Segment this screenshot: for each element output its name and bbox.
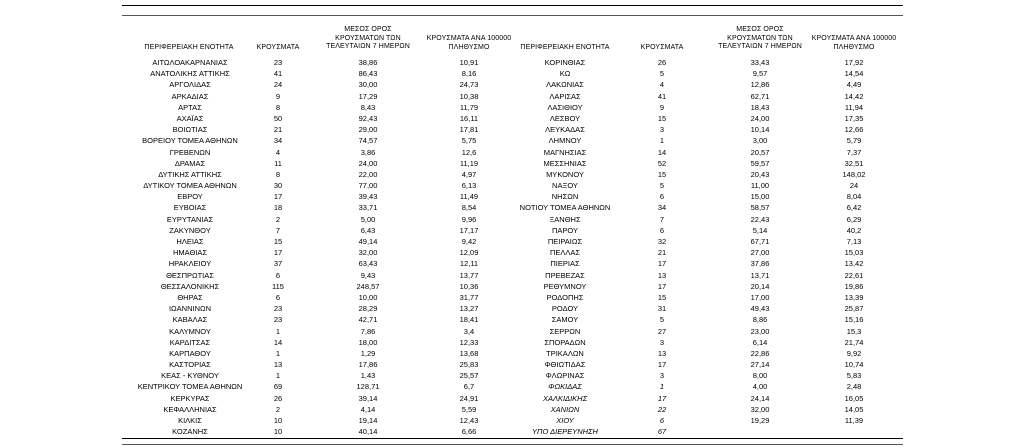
right-row-avg-cell: 37,86: [750, 259, 770, 269]
left-row-per100k-cell: 5,59: [461, 404, 477, 414]
right-row-per100k-cell: 14,54: [844, 69, 864, 79]
left-row-per100k-cell: 11,49: [459, 192, 479, 202]
right-row-per100k-cell: 19,86: [844, 281, 864, 291]
right-row-per100k-cell: 24: [849, 181, 859, 191]
right-row-cases-cell: 13: [657, 348, 667, 358]
right-row-per100k-cell: 9,92: [846, 348, 862, 358]
right-row-per100k-cell: 15,16: [844, 315, 864, 325]
right-row-cases-cell: 15: [657, 292, 667, 302]
left-row-region-cell: ΕΥΡΥΤΑΝΙΑΣ: [166, 214, 214, 224]
left-row-per100k-cell: 4,97: [461, 169, 477, 179]
left-row-per100k-cell: 12,43: [459, 416, 479, 425]
right-row-region-cell: ΠΕΙΡΑΙΩΣ: [547, 237, 583, 246]
left-row-per100k-cell: 24,91: [459, 393, 479, 403]
left-row-cases-cell: 13: [273, 360, 283, 370]
right-row-region-cell: ΦΩΚΙΔΑΣ: [548, 382, 582, 392]
right-row-avg-cell: 8,86: [752, 315, 768, 325]
right-row-avg-cell: 19,29: [750, 416, 770, 425]
left-row-per100k-cell: 10,38: [459, 91, 479, 101]
left-row-cases-cell: 17: [273, 192, 283, 202]
left-row-avg-cell: 24,00: [358, 158, 378, 168]
left-row-avg-cell: 248,57: [356, 281, 380, 291]
right-row-region-cell: ΚΟΡΙΝΘΙΑΣ: [544, 58, 586, 67]
left-row-cases-cell: 69: [273, 382, 283, 392]
left-row-per100k-cell: 31,77: [459, 292, 479, 302]
right-row-avg-cell: 67,71: [750, 237, 770, 246]
left-row-region-cell: ΚΕΝΤΡΙΚΟΥ ΤΟΜΕΑ ΑΘΗΝΩΝ: [137, 382, 243, 392]
left-row-cases-cell: 15: [273, 237, 283, 246]
right-row-per100k-cell: 7,37: [846, 147, 862, 157]
right-row-per100k-cell: 15,3: [846, 326, 862, 336]
right-row-per100k-cell: 8,04: [846, 192, 862, 202]
left-row-region-cell: ΚΑΡΠΑΘΟΥ: [169, 348, 211, 358]
left-row-cases-cell: 1: [275, 371, 281, 381]
left-row-region-cell: ΚΑΣΤΟΡΙΑΣ: [169, 360, 211, 370]
right-row-cases-cell: 4: [659, 80, 665, 90]
left-row-avg-cell: 28,29: [358, 304, 378, 314]
bottom-rule-secondary: [122, 444, 903, 445]
left-row-region-cell: ΔΥΤΙΚΟΥ ΤΟΜΕΑ ΑΘΗΝΩΝ: [143, 181, 237, 191]
right-row-region-cell: ΣΠΟΡΑΔΩΝ: [544, 337, 586, 347]
left-row-per100k-cell: 8,54: [461, 203, 477, 213]
right-row-per100k-cell: 4,49: [846, 80, 862, 90]
left-row-avg-cell: 38,86: [358, 58, 378, 67]
left-avg-column: [322, 57, 414, 437]
right-row-avg-cell: 24,14: [750, 393, 770, 403]
left-row-region-cell: ΗΜΑΘΙΑΣ: [172, 248, 208, 258]
left-row-region-cell: ΚΑΛΥΜΝΟΥ: [169, 326, 211, 336]
left-row-cases-cell: 115: [272, 281, 284, 291]
left-cases-column: [250, 57, 306, 437]
right-row-region-cell: ΠΙΕΡΙΑΣ: [550, 259, 580, 269]
right-row-avg-cell: 20,14: [750, 281, 770, 291]
left-row-per100k-cell: 9,96: [461, 214, 477, 224]
left-row-avg-cell: 19,14: [358, 416, 378, 425]
right-row-per100k-cell: 13,42: [844, 259, 864, 269]
right-row-per100k-cell: 32,51: [844, 158, 864, 168]
right-row-avg-cell: 24,00: [750, 113, 770, 123]
left-row-avg-cell: 86,43: [358, 69, 378, 79]
right-row-cases-cell: 67: [657, 427, 667, 437]
right-row-avg-cell: 13,71: [750, 270, 770, 280]
left-region-column: [120, 57, 260, 437]
right-row-cases-cell: 9: [659, 102, 665, 112]
right-row-region-cell: ΛΑΚΩΝΙΑΣ: [546, 80, 584, 90]
left-row-avg-cell: 40,14: [358, 427, 378, 437]
right-avg-column: [712, 57, 808, 437]
right-row-per100k-cell: 6,29: [846, 214, 862, 224]
right-row-per100k-cell: 13,39: [844, 292, 864, 302]
right-row-cases-cell: 3: [659, 125, 665, 135]
left-row-per100k-cell: 16,11: [459, 113, 479, 123]
right-row-avg-cell: 23,00: [750, 326, 770, 336]
right-row-avg-cell: 27,00: [750, 248, 770, 258]
left-row-region-cell: ΘΕΣΣΑΛΟΝΙΚΗΣ: [160, 281, 220, 291]
left-row-avg-cell: 6,43: [360, 225, 376, 235]
left-row-cases-cell: 10: [273, 416, 283, 425]
right-cases-column: [633, 57, 691, 437]
left-row-cases-cell: 14: [273, 337, 283, 347]
left-row-avg-cell: 29,00: [358, 125, 378, 135]
right-row-avg-cell: 3,00: [752, 136, 768, 146]
right-row-cases-cell: 5: [659, 315, 665, 325]
right-row-region-cell: ΜΕΣΣΗΝΙΑΣ: [543, 158, 587, 168]
left-row-region-cell: ΔΥΤΙΚΗΣ ΑΤΤΙΚΗΣ: [158, 169, 222, 179]
left-row-region-cell: ΚΙΛΚΙΣ: [178, 416, 202, 425]
right-row-cases-cell: 17: [657, 360, 667, 370]
right-region-column: [497, 57, 633, 437]
header-region-right: ΠΕΡΙΦΕΡΕΙΑΚΗ ΕΝΟΤΗΤΑ: [520, 44, 610, 51]
left-row-per100k-cell: 6,66: [461, 427, 477, 437]
left-row-region-cell: ΑΡΚΑΔΙΑΣ: [171, 91, 209, 101]
left-row-per100k-cell: 10,91: [459, 58, 479, 67]
left-row-avg-cell: 33,71: [358, 203, 378, 213]
right-row-avg-cell: 18,43: [750, 102, 770, 112]
right-row-region-cell: ΧΙΟΥ: [556, 416, 574, 425]
left-row-per100k-cell: 10,36: [459, 281, 479, 291]
left-row-cases-cell: 10: [273, 427, 283, 437]
right-row-cases-cell: 32: [657, 237, 667, 246]
right-row-avg-cell: 5,14: [752, 225, 768, 235]
right-row-cases-cell: 15: [657, 169, 667, 179]
right-row-per100k-cell: 6,42: [846, 203, 862, 213]
left-row-cases-cell: 6: [275, 270, 281, 280]
right-row-region-cell: ΛΕΣΒΟΥ: [549, 113, 581, 123]
right-row-per100k-cell: 15,03: [844, 248, 864, 258]
bottom-rule: [122, 438, 903, 439]
left-row-region-cell: ΗΛΕΙΑΣ: [176, 237, 204, 246]
right-row-cases-cell: 7: [659, 214, 665, 224]
right-row-avg-cell: 62,71: [750, 91, 770, 101]
left-row-avg-cell: 1,43: [360, 371, 376, 381]
left-row-avg-cell: 49,14: [358, 237, 378, 246]
left-row-cases-cell: 9: [275, 91, 281, 101]
left-row-region-cell: ΗΡΑΚΛΕΙΟΥ: [168, 259, 212, 269]
left-row-region-cell: ΚΑΒΑΛΑΣ: [172, 315, 208, 325]
right-row-region-cell: ΛΑΡΙΣΑΣ: [549, 91, 581, 101]
left-row-per100k-cell: 6,13: [461, 181, 477, 191]
right-row-cases-cell: 21: [657, 248, 667, 258]
right-row-region-cell: ΤΡΙΚΑΛΩΝ: [546, 348, 584, 358]
left-row-region-cell: ΙΩΑΝΝΙΝΩΝ: [168, 304, 212, 314]
right-row-cases-cell: 13: [657, 270, 667, 280]
right-row-cases-cell: 34: [657, 203, 667, 213]
left-row-cases-cell: 23: [273, 315, 283, 325]
right-row-per100k-cell: 5,79: [846, 136, 862, 146]
right-row-region-cell: ΠΡΕΒΕΖΑΣ: [545, 270, 585, 280]
left-row-avg-cell: 8,43: [360, 102, 376, 112]
left-row-cases-cell: 50: [273, 113, 283, 123]
left-row-region-cell: ΕΥΒΟΙΑΣ: [173, 203, 207, 213]
left-row-per100k-cell: 5,75: [461, 136, 477, 146]
right-row-avg-cell: 22,86: [750, 348, 770, 358]
left-row-cases-cell: 30: [273, 181, 283, 191]
right-row-per100k-cell: 10,74: [844, 360, 864, 370]
left-row-avg-cell: 92,43: [358, 113, 378, 123]
right-row-avg-cell: 33,43: [750, 58, 770, 67]
header-cases-right: ΚΡΟΥΣΜΑΤΑ: [640, 44, 684, 51]
left-row-cases-cell: 11: [274, 158, 282, 168]
left-row-region-cell: ΘΕΣΠΡΩΤΙΑΣ: [166, 270, 214, 280]
right-row-region-cell: ΣΑΜΟΥ: [551, 315, 579, 325]
right-row-region-cell: ΧΑΛΚΙΔΙΚΗΣ: [542, 393, 588, 403]
left-row-avg-cell: 30,00: [358, 80, 378, 90]
left-row-per100k-cell: 11,19: [459, 158, 479, 168]
right-row-avg-cell: 8,00: [752, 371, 768, 381]
left-row-region-cell: ΒΟΡΕΙΟΥ ΤΟΜΕΑ ΑΘΗΝΩΝ: [142, 136, 238, 146]
left-row-avg-cell: 4,14: [360, 404, 376, 414]
right-row-cases-cell: 14: [657, 147, 667, 157]
left-row-per100k-cell: 11,79: [459, 102, 479, 112]
right-row-avg-cell: 4,00: [752, 382, 768, 392]
left-row-cases-cell: 23: [273, 304, 283, 314]
left-row-region-cell: ΔΡΑΜΑΣ: [174, 158, 206, 168]
left-row-region-cell: ΑΝΑΤΟΛΙΚΗΣ ΑΤΤΙΚΗΣ: [150, 69, 230, 79]
left-row-region-cell: ΚΟΖΑΝΗΣ: [172, 427, 208, 437]
left-row-per100k-cell: 3,4: [463, 326, 475, 336]
right-row-cases-cell: 26: [657, 58, 667, 67]
right-row-cases-cell: 17: [657, 393, 667, 403]
right-row-region-cell: ΞΑΝΘΗΣ: [549, 214, 581, 224]
header-per100k-left: ΚΡΟΥΣΜΑΤΑ ΑΝΑ 100000 ΠΛΗΘΥΣΜΟ: [426, 35, 512, 51]
right-row-region-cell: ΝΑΞΟΥ: [552, 181, 578, 191]
top-rule: [122, 5, 903, 6]
right-row-region-cell: ΥΠΟ ΔΙΕΡΕΥΝΗΣΗ: [532, 427, 598, 437]
left-row-avg-cell: 7,86: [360, 326, 376, 336]
right-row-per100k-cell: 7,13: [846, 237, 862, 246]
left-row-avg-cell: 9,43: [360, 270, 376, 280]
left-row-region-cell: ΒΟΙΩΤΙΑΣ: [172, 125, 208, 135]
left-row-cases-cell: 41: [273, 69, 283, 79]
right-row-per100k-cell: 14,42: [844, 91, 864, 101]
right-row-region-cell: ΣΕΡΡΩΝ: [549, 326, 581, 336]
right-row-region-cell: ΝΗΣΩΝ: [551, 192, 579, 202]
left-row-per100k-cell: 17,81: [459, 125, 479, 135]
left-row-per100k-cell: 18,41: [459, 315, 479, 325]
right-row-avg-cell: 32,00: [750, 404, 770, 414]
left-row-avg-cell: 77,00: [358, 181, 378, 191]
right-row-cases-cell: 52: [657, 158, 667, 168]
left-row-cases-cell: 4: [275, 147, 281, 157]
left-row-cases-cell: 1: [275, 348, 281, 358]
left-row-region-cell: ΚΕΡΚΥΡΑΣ: [170, 393, 210, 403]
right-row-per100k-cell: 5,83: [846, 371, 862, 381]
left-row-avg-cell: 63,43: [358, 259, 378, 269]
right-row-avg-cell: [712, 426, 808, 437]
right-row-avg-cell: 6,14: [752, 337, 768, 347]
header-cases-left: ΚΡΟΥΣΜΑΤΑ: [256, 44, 300, 51]
left-row-cases-cell: 37: [273, 259, 283, 269]
right-row-cases-cell: 6: [659, 192, 665, 202]
left-row-avg-cell: 17,86: [358, 360, 378, 370]
left-row-region-cell: ΚΑΡΔΙΤΣΑΣ: [169, 337, 211, 347]
left-row-cases-cell: 21: [273, 125, 283, 135]
right-row-per100k-cell: 22,61: [844, 270, 864, 280]
right-row-avg-cell: 15,00: [750, 192, 770, 202]
right-row-avg-cell: 58,57: [750, 203, 770, 213]
left-row-region-cell: ΚΕΑΣ - ΚΥΘΝΟΥ: [161, 371, 219, 381]
right-row-region-cell: ΠΑΡΟΥ: [551, 225, 578, 235]
right-row-cases-cell: 15: [657, 113, 667, 123]
right-row-cases-cell: 22: [657, 404, 667, 414]
right-row-region-cell: ΛΗΜΝΟΥ: [548, 136, 582, 146]
right-row-per100k-cell: 12,66: [844, 125, 864, 135]
right-row-cases-cell: 41: [657, 91, 667, 101]
left-row-avg-cell: 74,57: [358, 136, 378, 146]
right-row-cases-cell: 6: [659, 416, 665, 425]
right-row-avg-cell: 10,14: [750, 125, 770, 135]
right-row-per100k-cell: 25,87: [844, 304, 864, 314]
left-row-avg-cell: 3,86: [360, 147, 376, 157]
right-row-avg-cell: 9,57: [752, 69, 768, 79]
left-row-cases-cell: 17: [273, 248, 283, 258]
right-row-per100k-cell: 148,02: [842, 169, 866, 179]
right-row-per100k-cell: 17,92: [844, 58, 864, 67]
left-row-region-cell: ΑΙΤΩΛΟΑΚΑΡΝΑΝΙΑΣ: [152, 58, 228, 67]
right-row-region-cell: ΛΑΣΙΘΙΟΥ: [547, 102, 583, 112]
right-row-region-cell: ΜΑΓΝΗΣΙΑΣ: [543, 147, 587, 157]
left-row-avg-cell: 32,00: [358, 248, 378, 258]
left-row-cases-cell: 34: [273, 136, 283, 146]
right-row-per100k-cell: 14,05: [844, 404, 864, 414]
right-row-region-cell: ΦΛΩΡΙΝΑΣ: [545, 371, 585, 381]
left-row-cases-cell: 2: [275, 214, 281, 224]
right-row-per100k-cell: 17,35: [844, 113, 864, 123]
right-row-cases-cell: 17: [657, 281, 667, 291]
left-row-region-cell: ΓΡΕΒΕΝΩΝ: [169, 147, 211, 157]
left-row-avg-cell: 22,00: [358, 169, 378, 179]
left-row-avg-cell: 5,00: [360, 214, 376, 224]
right-row-avg-cell: 27,14: [750, 360, 770, 370]
left-row-region-cell: ΑΧΑΪΑΣ: [176, 113, 204, 123]
right-row-per100k-cell: 2,48: [846, 382, 862, 392]
right-row-region-cell: ΧΑΝΙΩΝ: [550, 404, 580, 414]
right-per100k-column: [802, 57, 906, 437]
right-row-cases-cell: 5: [659, 69, 665, 79]
left-row-region-cell: ΘΗΡΑΣ: [177, 292, 203, 302]
right-row-per100k-cell: 40,2: [846, 225, 862, 235]
right-row-avg-cell: 20,57: [750, 147, 770, 157]
right-row-per100k-cell: 11,94: [844, 102, 864, 112]
left-row-region-cell: ΑΡΓΟΛΙΔΑΣ: [169, 80, 211, 90]
left-row-avg-cell: 17,29: [358, 91, 378, 101]
left-row-per100k-cell: 13,77: [459, 270, 479, 280]
left-row-per100k-cell: 9,42: [461, 237, 477, 246]
left-row-avg-cell: 128,71: [356, 382, 380, 392]
left-row-cases-cell: 6: [275, 292, 281, 302]
right-row-cases-cell: 27: [657, 326, 667, 336]
left-row-cases-cell: 23: [273, 58, 283, 67]
left-row-cases-cell: 7: [275, 225, 281, 235]
left-row-per100k-cell: 12,09: [459, 248, 479, 258]
right-row-avg-cell: 20,43: [750, 169, 770, 179]
left-row-cases-cell: 1: [275, 326, 281, 336]
left-row-cases-cell: 8: [275, 169, 281, 179]
left-row-avg-cell: 18,00: [358, 337, 378, 347]
left-row-region-cell: ΚΕΦΑΛΛΗΝΙΑΣ: [163, 404, 217, 414]
right-row-cases-cell: 6: [659, 225, 665, 235]
right-row-cases-cell: 17: [657, 259, 667, 269]
right-row-avg-cell: 22,43: [750, 214, 770, 224]
left-row-avg-cell: 39,43: [358, 192, 378, 202]
left-row-per100k-cell: 25,83: [459, 360, 479, 370]
top-rule-secondary: [122, 15, 903, 16]
right-row-cases-cell: 3: [659, 337, 665, 347]
left-row-region-cell: ΑΡΤΑΣ: [178, 102, 202, 112]
left-row-per100k-cell: 12,6: [461, 147, 477, 157]
left-row-region-cell: ΖΑΚΥΝΘΟΥ: [169, 225, 211, 235]
right-row-avg-cell: 49,43: [750, 304, 770, 314]
right-row-cases-cell: 5: [659, 181, 665, 191]
right-row-avg-cell: 17,00: [750, 292, 770, 302]
right-row-cases-cell: 1: [659, 382, 665, 392]
right-row-region-cell: ΡΟΔΟΠΗΣ: [546, 292, 584, 302]
left-row-per100k-cell: 17,17: [459, 225, 479, 235]
header-avg-right: ΜΕΣΟΣ ΟΡΟΣ ΚΡΟΥΣΜΑΤΩΝ ΤΩΝ ΤΕΛΕΥΤΑΙΩΝ 7 ΗΜΕΡΩΝ: [718, 26, 802, 50]
left-row-per100k-cell: 8,16: [461, 69, 477, 79]
left-row-per100k-cell: 12,11: [459, 259, 479, 269]
left-row-avg-cell: 42,71: [358, 315, 378, 325]
right-row-region-cell: ΦΘΙΩΤΙΔΑΣ: [544, 360, 586, 370]
right-row-per100k-cell: 11,39: [844, 416, 864, 425]
left-row-per100k-cell: 25,57: [459, 371, 479, 381]
right-row-region-cell: ΝΟΤΙΟΥ ΤΟΜΕΑ ΑΘΗΝΩΝ: [519, 203, 611, 213]
right-row-cases-cell: 31: [657, 304, 667, 314]
right-row-avg-cell: 11,00: [750, 181, 770, 191]
right-row-region-cell: ΡΟΔΟΥ: [551, 304, 579, 314]
right-row-cases-cell: 3: [659, 371, 665, 381]
left-row-cases-cell: 18: [273, 203, 283, 213]
right-row-region-cell: ΠΕΛΛΑΣ: [549, 248, 581, 258]
left-row-per100k-cell: 6,7: [463, 382, 475, 392]
left-row-per100k-cell: 13,27: [459, 304, 479, 314]
left-row-avg-cell: 39,14: [358, 393, 378, 403]
right-row-avg-cell: 59,57: [750, 158, 770, 168]
left-row-cases-cell: 26: [273, 393, 283, 403]
right-row-per100k-cell: [802, 426, 906, 437]
header-avg-left: ΜΕΣΟΣ ΟΡΟΣ ΚΡΟΥΣΜΑΤΩΝ ΤΩΝ ΤΕΛΕΥΤΑΙΩΝ 7 ΗΜΕΡΩΝ: [326, 26, 410, 50]
left-row-cases-cell: 8: [275, 102, 281, 112]
left-row-cases-cell: 2: [275, 404, 281, 414]
left-row-per100k-cell: 12,33: [459, 337, 479, 347]
right-row-per100k-cell: 16,05: [844, 393, 864, 403]
right-row-region-cell: ΜΥΚΟΝΟΥ: [546, 169, 584, 179]
right-row-region-cell: ΛΕΥΚΑΔΑΣ: [545, 125, 585, 135]
left-row-per100k-cell: 13,68: [459, 348, 479, 358]
header-per100k-right: ΚΡΟΥΣΜΑΤΑ ΑΝΑ 100000 ΠΛΗΘΥΣΜΟ: [811, 35, 897, 51]
left-row-avg-cell: 1,29: [360, 348, 376, 358]
right-row-per100k-cell: 21,74: [844, 337, 864, 347]
left-row-avg-cell: 10,00: [358, 292, 378, 302]
right-row-avg-cell: 12,86: [750, 80, 770, 90]
right-row-region-cell: ΡΕΘΥΜΝΟΥ: [543, 281, 587, 291]
right-row-region-cell: ΚΩ: [559, 69, 571, 79]
left-row-cases-cell: 24: [273, 80, 283, 90]
left-row-per100k-cell: 24,73: [459, 80, 479, 90]
header-region-left: ΠΕΡΙΦΕΡΕΙΑΚΗ ΕΝΟΤΗΤΑ: [144, 44, 234, 51]
left-row-region-cell: ΕΒΡΟΥ: [177, 192, 203, 202]
right-row-cases-cell: 1: [659, 136, 665, 146]
